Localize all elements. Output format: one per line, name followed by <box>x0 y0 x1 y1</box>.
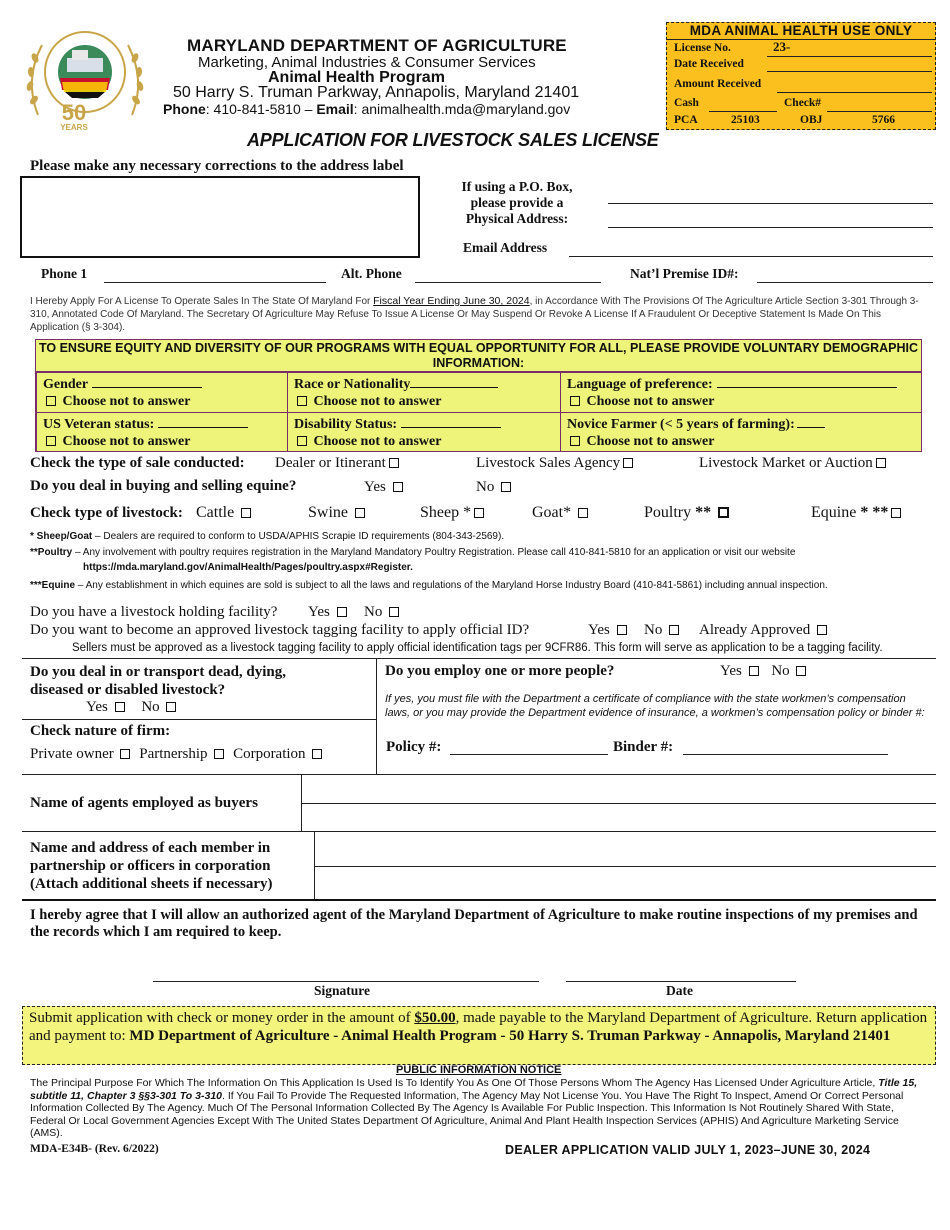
employ-note: If yes, you must file with the Department a certificate of compliance with the state workmen’s compensation laws, or you may provide the Department evidence of insurance, a workmen’s compensation policy or binder #: <box>385 693 925 719</box>
alt-phone-field[interactable] <box>415 282 601 283</box>
program-name: Animal Health Program <box>268 69 445 86</box>
phone1-label: Phone 1 <box>41 266 88 281</box>
equine-checkbox[interactable] <box>891 508 901 518</box>
email-label: Email <box>316 101 354 117</box>
livestock-type-row: Check type of livestock: Cattle Swine Sheep * Goat* Poultry ** Equine * ** <box>30 504 930 522</box>
binder-field[interactable] <box>683 754 888 755</box>
contact-line <box>163 101 570 117</box>
tagging-note: Sellers must be approved as a livestock tagging facility to apply official identification tags per 9CFR86. This form will serve as application to be a tagging facility. <box>72 642 883 654</box>
amount-received-label: Amount Received <box>674 78 762 90</box>
demographics-heading: TO ENSURE EQUITY AND DIVERSITY OF OUR PROGRAMS WITH EQUAL OPPORTUNITY FOR ALL, PLEASE PROVIDE VOLUNTARY DEMOGRAPHIC INFORMATION: <box>36 340 921 372</box>
fee-amount: $50.00 <box>414 1010 456 1026</box>
obj-value: 5766 <box>872 114 895 126</box>
race-field[interactable] <box>410 376 498 388</box>
po-box-note: If using a P.O. Box, please provide a Physical Address: <box>461 179 573 226</box>
novice-cell: Novice Farmer (< 5 years of farming): Choose not to answer <box>560 412 922 452</box>
language-field[interactable] <box>717 376 897 388</box>
sale-type-label: Check the type of sale conducted: <box>30 455 245 471</box>
disability-field[interactable] <box>401 416 501 428</box>
dead-livestock-question: Do you deal in or transport dead, dying, diseased or disabled livestock? <box>30 664 287 698</box>
signature-field[interactable] <box>153 981 539 982</box>
livestock-type-label: Check type of livestock: <box>30 505 183 521</box>
physical-address-line-1[interactable] <box>608 203 933 204</box>
sale-type-row: Check the type of sale conducted: Dealer or Itinerant Livestock Sales Agency Livestock Market or Auction <box>30 455 930 472</box>
logo-years: 50 <box>61 100 87 125</box>
poultry-checkbox[interactable] <box>718 507 729 518</box>
email-address-field[interactable] <box>569 256 933 257</box>
fiscal-year: Fiscal Year Ending June 30, 2024 <box>373 295 530 307</box>
pca-label: PCA <box>674 114 698 126</box>
firm-nature-options: Private owner Partnership Corporation <box>30 746 325 763</box>
date-received-label: Date Received <box>674 58 744 70</box>
agents-label: Name of agents employed as buyers <box>30 795 258 811</box>
disability-cell: Disability Status: Choose not to answer <box>287 412 561 452</box>
check-label: Check# <box>784 97 822 109</box>
alt-phone-label: Alt. Phone <box>341 266 402 281</box>
signature-label: Signature <box>314 983 371 998</box>
equine-yes-checkbox[interactable] <box>393 482 403 492</box>
pca-value: 25103 <box>731 114 760 126</box>
employ-yes-checkbox[interactable] <box>749 666 759 676</box>
form-title: APPLICATION FOR LIVESTOCK SALES LICENSE <box>247 130 659 150</box>
language-choose-not-checkbox[interactable] <box>570 396 580 406</box>
employ-question: Do you employ one or more people? <box>385 663 615 679</box>
agency-name: MARYLAND DEPARTMENT OF AGRICULTURE <box>187 36 567 55</box>
application-statement: I Hereby Apply For A License To Operate Sales In The State Of Maryland For Fiscal Year Ending June 30, 2024, in Accordance With The Provisions Of The Agriculture Article Section 3-301 Through 3-310, Annotated Code Of Maryland. The Secretary Of Agriculture May Refuse To Issue A License Or May Suspend Or Revoke A License If A Fraudulent Or Deceptive Statement Is Made On This Application (§ 3-304). <box>30 295 919 333</box>
license-no-value: 23- <box>773 39 791 54</box>
race-choose-not-checkbox[interactable] <box>297 396 307 406</box>
equine-note: ***Equine – Any establishment in which equines are sold is subject to all the laws and regulations of the Maryland Horse Industry Board (410-841-5861) including annual inspection. <box>30 580 828 591</box>
agreement-text: I hereby agree that I will allow an authorized agent of the Maryland Department of Agriculture to make routine inspections of my premises and the records which I am required to keep. <box>30 907 918 940</box>
validity-period: DEALER APPLICATION VALID JULY 1, 2023–JUNE 30, 2024 <box>505 1143 871 1157</box>
employ-options: Yes No <box>720 663 809 680</box>
equine-deal-row: Do you deal in buying and selling equine? Yes No <box>30 478 930 495</box>
license-no-label: License No. <box>674 42 731 54</box>
dead-livestock-yes-checkbox[interactable] <box>115 702 125 712</box>
agency-address: 50 Harry S. Truman Parkway, Annapolis, Maryland 21401 <box>173 84 580 101</box>
binder-label: Binder #: <box>613 739 674 755</box>
cattle-checkbox[interactable] <box>241 508 251 518</box>
veteran-cell: US Veteran status: Choose not to answer <box>36 412 288 452</box>
livestock-market-auction-checkbox[interactable] <box>876 458 886 468</box>
cash-label: Cash <box>674 97 699 109</box>
physical-address-line-2[interactable] <box>608 227 933 228</box>
equine-no-checkbox[interactable] <box>501 482 511 492</box>
phone1-field[interactable] <box>104 282 326 283</box>
logo-years-label: YEARS <box>60 123 88 132</box>
phone-number: : 410-841-5810 – <box>205 101 313 117</box>
gender-choose-not-checkbox[interactable] <box>46 396 56 406</box>
submit-instructions-box: Submit application with check or money order in the amount of $50.00, made payable to the Maryland Department of Agriculture. Return application and payment to: MD Department of Agriculture - Animal Health Program - 50 Harry S. Truman Parkway - Annapolis, Maryland 21401 <box>22 1006 936 1065</box>
holding-facility-label: Do you have a livestock holding facility? <box>30 604 278 620</box>
employ-no-checkbox[interactable] <box>796 666 806 676</box>
address-label-box[interactable] <box>20 176 420 258</box>
holding-no-checkbox[interactable] <box>389 607 399 617</box>
tagging-approved-checkbox[interactable] <box>817 625 827 635</box>
premise-id-label: Nat’l Premise ID#: <box>630 266 739 281</box>
goat-checkbox[interactable] <box>578 508 588 518</box>
holding-facility-row: Do you have a livestock holding facility? Yes No <box>30 604 930 621</box>
members-field-1[interactable] <box>314 866 936 867</box>
tagging-facility-label: Do you want to become an approved livestock tagging facility to apply official ID? <box>30 622 530 638</box>
obj-label: OBJ <box>800 114 823 126</box>
office-use-title: MDA ANIMAL HEALTH USE ONLY <box>667 23 935 40</box>
swine-checkbox[interactable] <box>355 508 365 518</box>
date-field[interactable] <box>566 981 796 982</box>
division-name: Marketing, Animal Industries & Consumer Services <box>198 54 536 71</box>
veteran-field[interactable] <box>158 416 248 428</box>
race-cell: Race or Nationality Choose not to answer <box>287 372 561 413</box>
poultry-note: **Poultry – Any involvement with poultry requires registration in the Maryland Mandatory Poultry Registration. Please call 410-841-5810 for an application or visit our website <box>30 547 796 558</box>
date-label: Date <box>666 983 693 998</box>
tagging-no-checkbox[interactable] <box>669 625 679 635</box>
private-owner-checkbox[interactable] <box>120 749 130 759</box>
holding-yes-checkbox[interactable] <box>337 607 347 617</box>
firm-nature-label: Check nature of firm: <box>30 723 171 739</box>
novice-field[interactable] <box>797 416 825 428</box>
members-label: Name and address of each member in partnership or officers in corporation (Attach additional sheets if necessary) <box>30 840 273 892</box>
sheep-checkbox[interactable] <box>474 508 484 518</box>
premise-id-field[interactable] <box>757 282 933 283</box>
public-notice-title: PUBLIC INFORMATION NOTICE <box>396 1064 562 1076</box>
return-address: MD Department of Agriculture - Animal Health Program - 50 Harry S. Truman Parkway - Annapolis, Maryland 21401 <box>129 1028 891 1044</box>
dead-livestock-options: Yes No <box>86 699 179 716</box>
office-use-box <box>666 22 936 130</box>
phone-label: Phone <box>163 101 206 117</box>
address-label-instruction: Please make any necessary corrections to the address label <box>30 158 404 174</box>
gender-cell: Gender Choose not to answer <box>36 372 288 413</box>
novice-choose-not-checkbox[interactable] <box>570 436 580 446</box>
policy-label: Policy #: <box>386 739 442 755</box>
gender-field[interactable] <box>92 376 202 388</box>
partnership-checkbox[interactable] <box>214 749 224 759</box>
livestock-sales-agency-checkbox[interactable] <box>623 458 633 468</box>
language-cell: Language of preference: Choose not to answer <box>560 372 922 413</box>
dealer-itinerant-checkbox[interactable] <box>389 458 399 468</box>
sheep-goat-note: * Sheep/Goat – Dealers are required to conform to USDA/APHIS Scrapie ID requirements (804-343-2569). <box>30 531 505 542</box>
form-id: MDA-E34B- (Rev. 6/2022) <box>30 1143 159 1155</box>
dead-livestock-no-checkbox[interactable] <box>166 702 176 712</box>
tagging-yes-checkbox[interactable] <box>617 625 627 635</box>
email-address-label: Email Address <box>463 240 548 255</box>
poultry-url[interactable]: https://mda.maryland.gov/AnimalHealth/Pages/poultry.aspx#Register. <box>83 562 413 573</box>
demographics-box <box>35 339 922 452</box>
tagging-facility-row: Do you want to become an approved livestock tagging facility to apply official ID? Yes No Already Approved <box>30 622 930 639</box>
public-notice-text: The Principal Purpose For Which The Information On This Application Is Used Is To Identify You As One Of Those Persons Whom The Agency Has Licensed Under Agriculture Article, Title 15, subtitle 11, Chapter 3 §§3-301 To 3-310. If You Fail To Provide The Requested Information, The Agency May Not License You. You Have The Right To Inspect, Amend Or Correct Personal Information Collected By The Agency. Much Of The Personal Information Collected By The Agency Is Available For Public Inspection. This Information Is Not Routinely Shared With State, Federal Or Local Government Agencies Except With The United States Department Of Agriculture, Animal And Plant Health Inspection Services (APHIS) And Agriculture Marketing Service (AMS). <box>30 1077 918 1139</box>
policy-field[interactable] <box>450 754 608 755</box>
disability-choose-not-checkbox[interactable] <box>297 436 307 446</box>
agents-field-1[interactable] <box>301 803 936 804</box>
corporation-checkbox[interactable] <box>312 749 322 759</box>
email-address: : animalhealth.mda@maryland.gov <box>353 101 571 117</box>
equine-deal-label: Do you deal in buying and selling equine? <box>30 478 297 494</box>
veteran-choose-not-checkbox[interactable] <box>46 436 56 446</box>
